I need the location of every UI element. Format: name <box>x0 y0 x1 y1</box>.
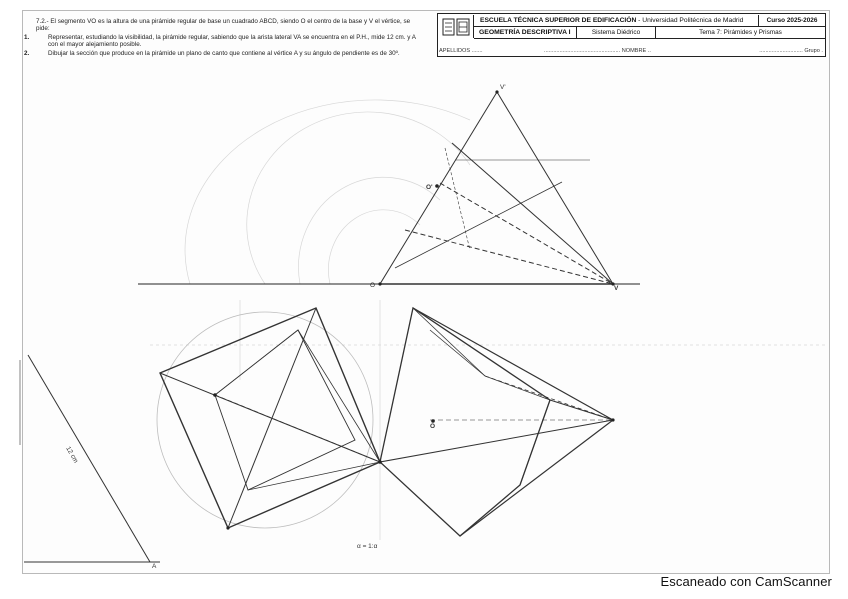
lateral-edge <box>380 420 613 462</box>
scanner-watermark: Escaneado con CamScanner <box>660 574 832 589</box>
plan-view-right <box>380 308 613 536</box>
school-label: ESCUELA TÉCNICA SUPERIOR DE EDIFICACIÓN <box>480 17 637 24</box>
section-plane-trace <box>395 182 562 268</box>
course-year: Curso 2025-2026 <box>758 15 825 26</box>
university-label: - Universidad Politécnica de Madrid <box>636 17 744 24</box>
label-o-ground: O <box>370 282 376 289</box>
label-a: A <box>152 563 157 570</box>
vertex-point <box>495 90 498 93</box>
construction-arc <box>328 210 420 284</box>
pyramid-outline <box>380 308 550 536</box>
vertex-point <box>213 393 217 397</box>
section-edge <box>520 400 550 485</box>
hidden-edge <box>485 376 613 420</box>
item-number: 1. <box>24 33 30 41</box>
grupo-field: ............................ Grupo . <box>759 48 823 54</box>
statement-intro: 7.2.- El segmento VO es la altura de una pirámide regular de base un cuadrado ABCD, siendo O el centro de la base y V el vértice, se pide: <box>36 18 411 33</box>
vertex-point <box>226 526 229 529</box>
vertex-point <box>611 418 614 421</box>
construction-arcs <box>150 100 828 540</box>
elevation-edge <box>380 92 497 284</box>
item-text: Representar, estudiando la visibilidad, la pirámide regular, sabiendo que la arista lateral VA se encuentra en el P.H., mide 12 cm. y A con el mayor alejamiento posible. <box>48 33 416 49</box>
vertex-point <box>378 282 381 285</box>
hidden-edge <box>440 183 613 284</box>
nombre-field: ................................................. NOMBRE .. <box>544 48 651 54</box>
construction-arc <box>247 112 470 284</box>
system-name: Sistema Diédrico <box>577 27 656 38</box>
label-note: α = 1:α <box>357 543 378 550</box>
item-text: Dibujar la sección que produce en la pirámide un plano de canto que contiene al vértice A y su ángulo de pendiente es de 30º. <box>48 49 400 57</box>
rebated-edge <box>28 355 150 562</box>
construction-line <box>445 148 470 250</box>
topic-name: Tema 7: Pirámides y Prismas <box>699 29 782 36</box>
circumscribed-circle <box>157 312 373 528</box>
vertex-point <box>435 184 439 188</box>
plan-view-left <box>157 308 380 528</box>
label-dimension: 12 cm <box>64 445 80 465</box>
apellidos-field: APELLIDOS ....... <box>439 48 483 54</box>
section-polygon <box>215 330 355 490</box>
item-number: 2. <box>24 49 30 57</box>
vertex-point <box>378 460 382 464</box>
section-edge <box>430 330 485 376</box>
construction-arc <box>185 100 470 284</box>
label-o-prime: O' <box>426 184 433 191</box>
elevation-edge <box>497 92 613 284</box>
lateral-edge <box>413 308 613 420</box>
subject-name: GEOMETRÍA DESCRIPTIVA I <box>474 27 577 38</box>
construction-arc <box>299 177 440 284</box>
projection-edge <box>248 462 380 490</box>
label-v: V <box>614 285 619 292</box>
label-o-plan: O <box>430 423 436 430</box>
rebatment-view <box>20 355 160 562</box>
projection-edge <box>298 330 380 462</box>
label-v-prime: V' <box>500 84 506 91</box>
